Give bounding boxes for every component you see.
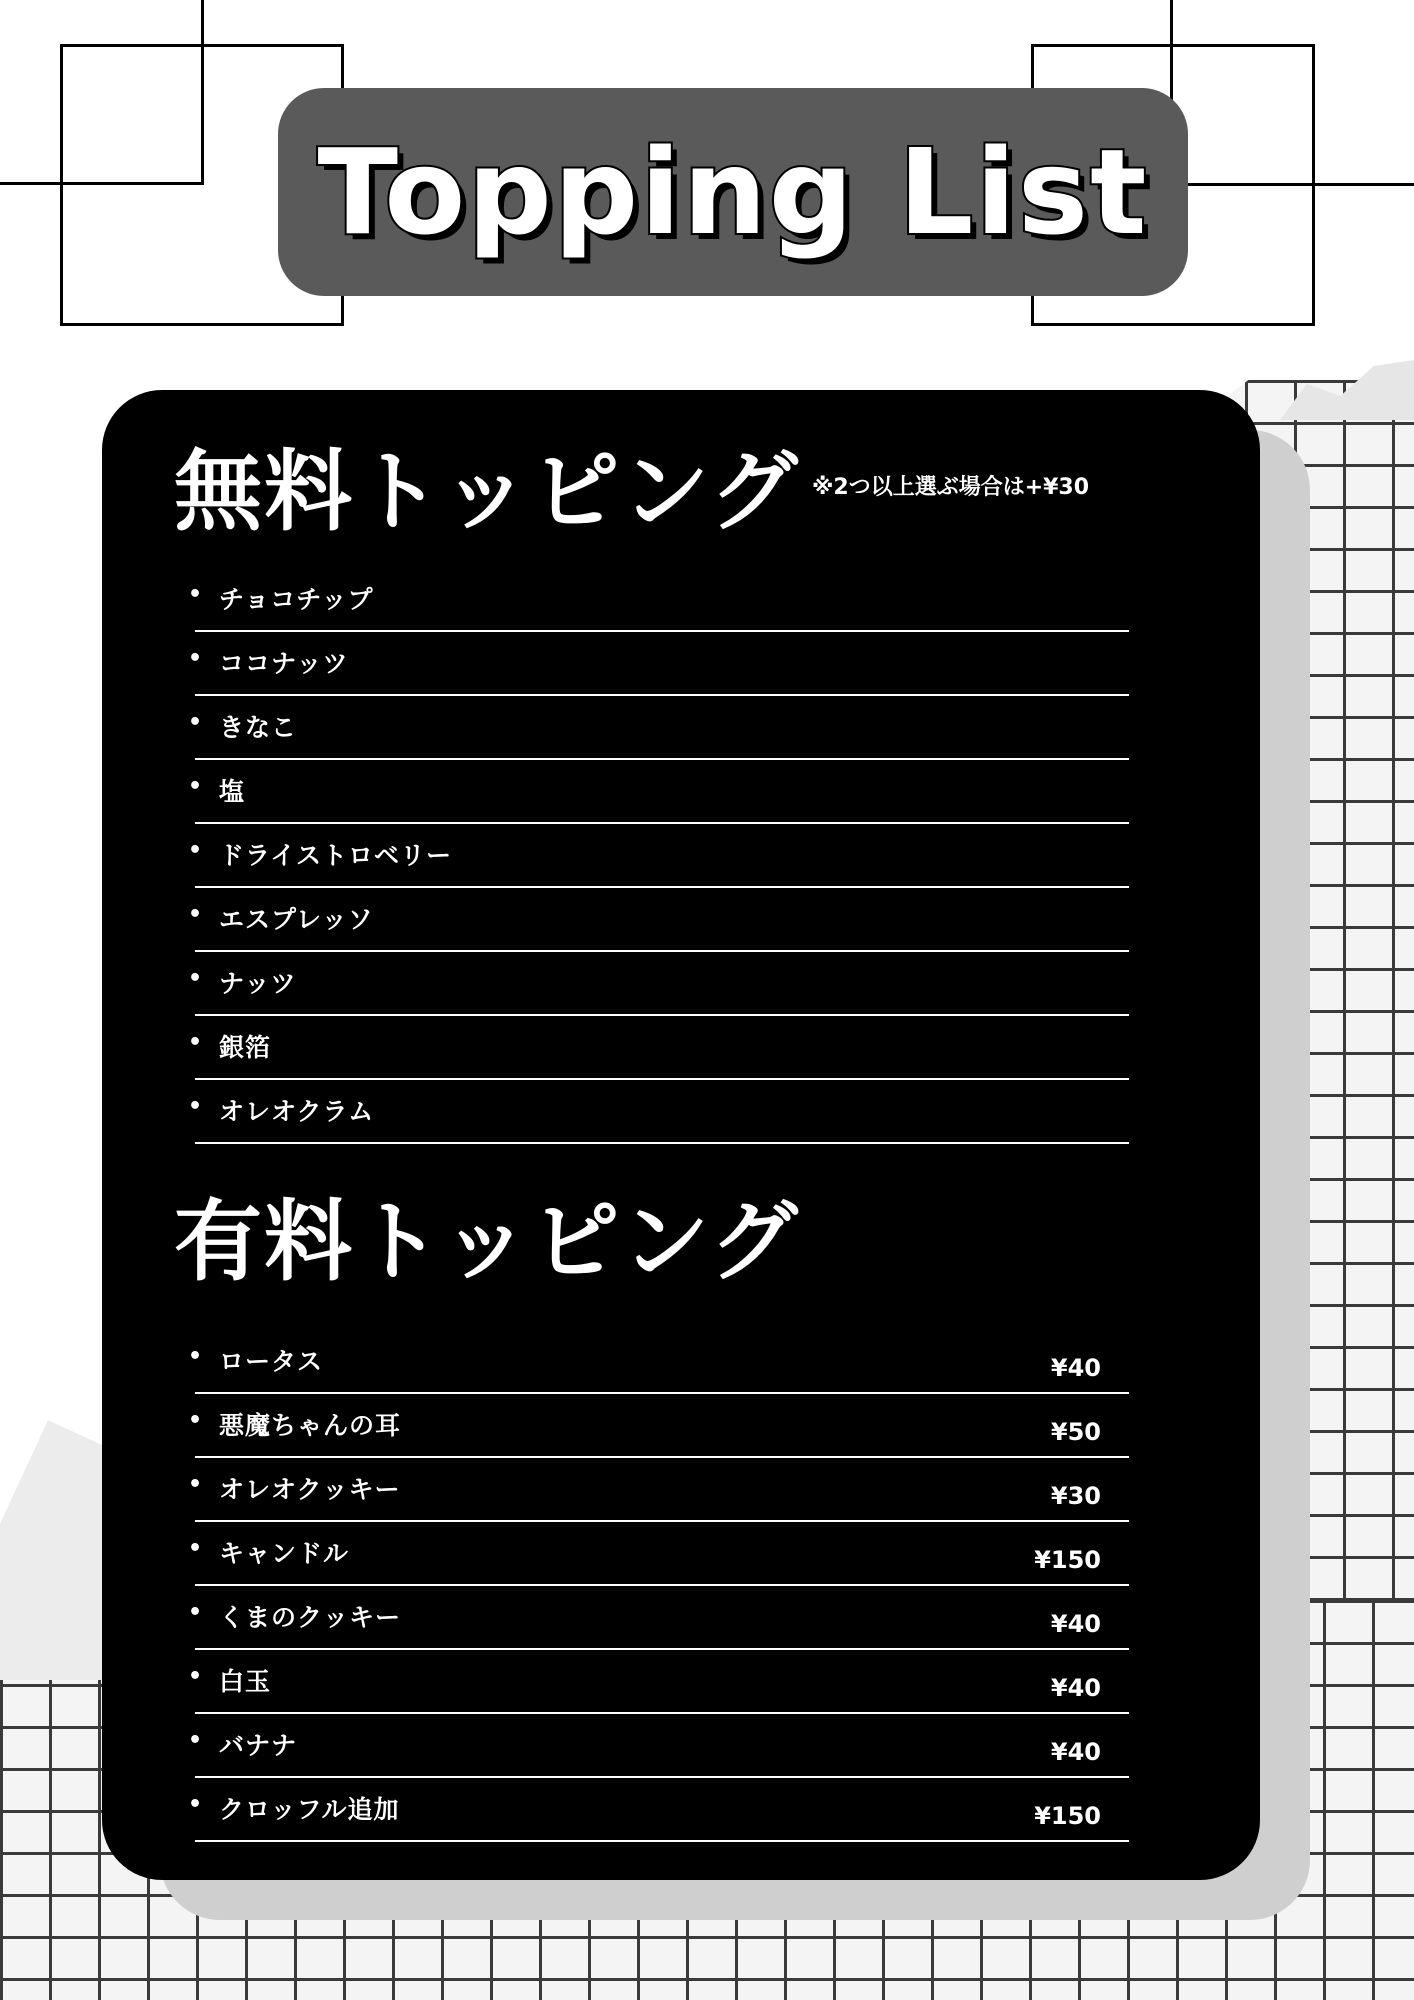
bullet-icon: • <box>188 966 203 991</box>
topping-name: 白玉 <box>219 1667 272 1696</box>
topping-name: ナッツ <box>219 969 297 998</box>
menu-card <box>102 390 1260 1880</box>
paid-topping-list <box>188 1330 1129 1842</box>
bullet-icon: • <box>188 1600 203 1625</box>
topping-price: ¥40 <box>1050 1354 1101 1382</box>
bullet-icon: • <box>188 582 203 607</box>
bullet-icon: • <box>188 774 203 799</box>
paid-section-title: 有料トッピング <box>174 1190 800 1293</box>
bullet-icon: • <box>188 838 203 863</box>
list-item <box>188 1586 1129 1650</box>
topping-price: ¥30 <box>1050 1482 1101 1510</box>
bullet-icon: • <box>188 1664 203 1689</box>
topping-name: ドライストロベリー <box>219 841 453 870</box>
topping-price: ¥40 <box>1050 1610 1101 1638</box>
topping-price: ¥150 <box>1034 1802 1101 1830</box>
list-item <box>188 696 1129 760</box>
topping-price: ¥50 <box>1050 1418 1101 1446</box>
list-item <box>188 1650 1129 1714</box>
bullet-icon: • <box>188 902 203 927</box>
bullet-icon: • <box>188 710 203 735</box>
topping-name: 塩 <box>219 777 246 806</box>
bullet-icon: • <box>188 1728 203 1753</box>
topping-name: 悪魔ちゃんの耳 <box>219 1411 402 1440</box>
free-topping-list <box>188 568 1129 1144</box>
bullet-icon: • <box>188 1344 203 1369</box>
bullet-icon: • <box>188 1472 203 1497</box>
bullet-icon: • <box>188 1536 203 1561</box>
list-item <box>188 568 1129 632</box>
list-item <box>188 1330 1129 1394</box>
list-item <box>188 1394 1129 1458</box>
topping-price: ¥40 <box>1050 1674 1101 1702</box>
title-banner <box>278 88 1188 296</box>
topping-name: ココナッツ <box>219 649 349 678</box>
topping-name: 銀箔 <box>219 1033 272 1062</box>
bullet-icon: • <box>188 646 203 671</box>
list-item <box>188 1016 1129 1080</box>
topping-name: オレオクッキー <box>219 1475 401 1504</box>
list-item <box>188 632 1129 696</box>
list-item <box>188 1080 1129 1144</box>
topping-name: くまのクッキー <box>219 1603 402 1632</box>
topping-name: クロッフル追加 <box>219 1795 400 1824</box>
topping-price: ¥150 <box>1034 1546 1101 1574</box>
topping-name: オレオクラム <box>219 1097 375 1126</box>
free-section-note: ※2つ以上選ぶ場合は+¥30 <box>812 475 1090 500</box>
list-item <box>188 888 1129 952</box>
topping-price: ¥40 <box>1050 1738 1101 1766</box>
bullet-icon: • <box>188 1792 203 1817</box>
topping-name: キャンドル <box>219 1539 350 1568</box>
list-item <box>188 824 1129 888</box>
list-item <box>188 1714 1129 1778</box>
topping-name: きなこ <box>219 713 298 742</box>
page-title: Topping List <box>317 123 1149 261</box>
list-item <box>188 1458 1129 1522</box>
list-item <box>188 1778 1129 1842</box>
topping-name: バナナ <box>219 1731 298 1760</box>
bullet-icon: • <box>188 1408 203 1433</box>
list-item <box>188 952 1129 1016</box>
list-item <box>188 760 1129 824</box>
topping-name: チョコチップ <box>219 585 374 614</box>
free-section-title: 無料トッピング <box>174 440 800 543</box>
topping-name: ロータス <box>219 1347 324 1376</box>
bullet-icon: • <box>188 1094 203 1119</box>
bullet-icon: • <box>188 1030 203 1055</box>
list-item <box>188 1522 1129 1586</box>
topping-name: エスプレッソ <box>219 905 374 934</box>
